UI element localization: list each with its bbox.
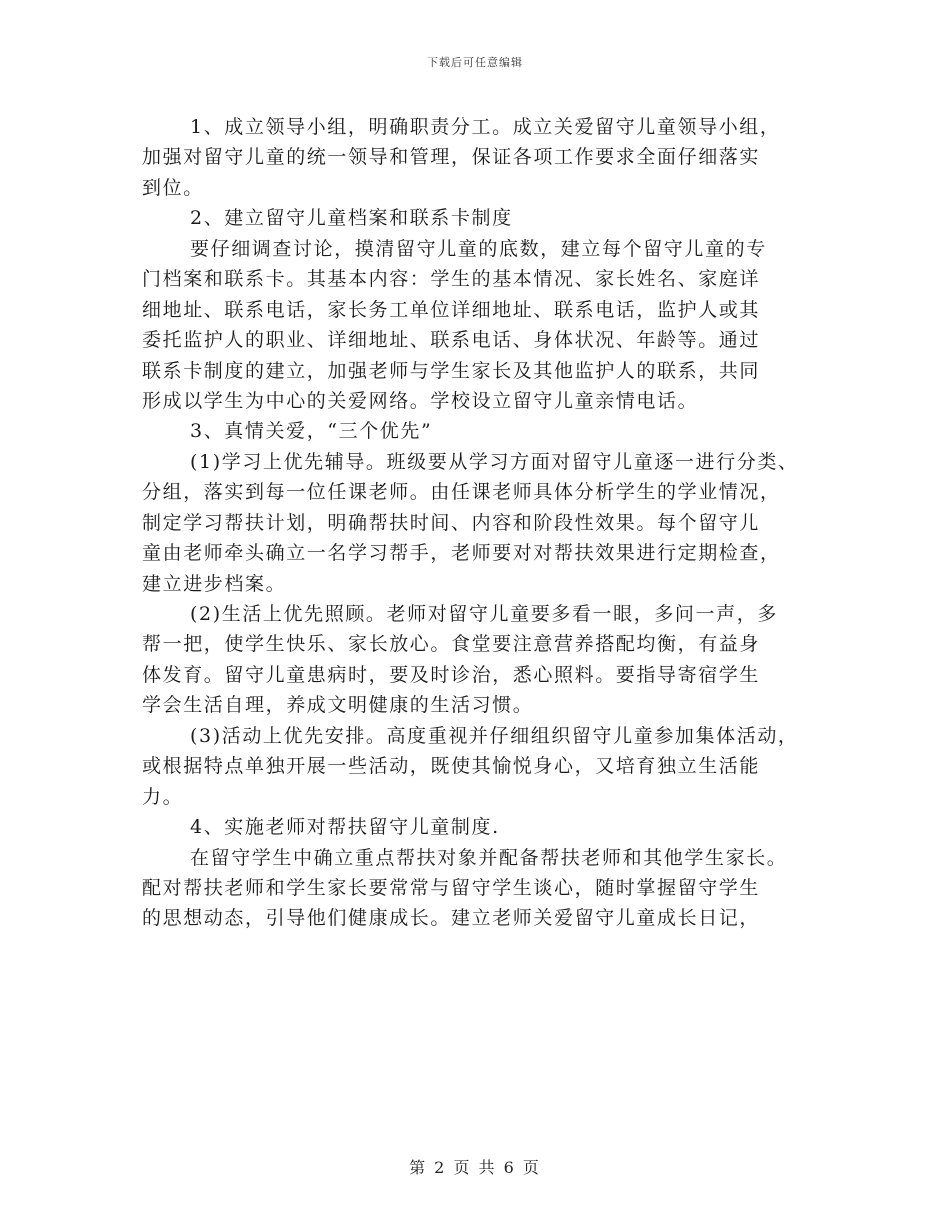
text-line: 到位。: [142, 176, 204, 199]
text-line: 1、成立领导小组，明确职责分工。成立关爱留守儿童领导小组，: [190, 116, 781, 138]
text-line: 形成以学生为中心的关爱网络。学校设立留守儿童亲情电话。: [142, 389, 699, 412]
text-line: 2、建立留守儿童档案和联系卡制度: [190, 207, 513, 230]
text-line: (2)生活上优先照顾。老师对留守儿童要多看一眼，多问一声，多: [190, 603, 778, 625]
text-line: 建立进步档案。: [142, 572, 287, 595]
text-line: 力。: [142, 785, 184, 808]
text-line: 4、实施老师对帮扶留守儿童制度.: [190, 816, 500, 839]
text-line: (3)活动上优先安排。高度重视并仔细组织留守儿童参加集体活动，: [190, 724, 799, 747]
text-line: 体发育。留守儿童患病时，要及时诊治，悉心照料。要指导寄宿学生: [142, 663, 761, 686]
text-line: 学会生活自理，养成文明健康的生活习惯。: [142, 694, 534, 717]
text-line: 3、真情关爱，“三个优先”: [190, 420, 433, 443]
text-line: 联系卡制度的建立，加强老师与学生家长及其他监护人的联系，共同: [142, 359, 761, 382]
text-line: 加强对留守儿童的统一领导和管理，保证各项工作要求全面仔细落实: [142, 146, 761, 169]
text-line: 要仔细调查讨论，摸清留守儿童的底数，建立每个留守儿童的专: [190, 237, 767, 260]
text-line: 门档案和联系卡。其基本内容：学生的基本情况、家长姓名、家庭详: [142, 268, 761, 291]
page-header: 下载后可任意编辑: [427, 56, 523, 69]
text-line: 童由老师牵头确立一名学习帮手，老师要对对帮扶效果进行定期检查，: [142, 542, 781, 565]
text-line: 在留守学生中确立重点帮扶对象并配备帮扶老师和其他学生家长。: [190, 846, 788, 869]
text-line: 细地址、联系电话，家长务工单位详细地址、联系电话，监护人或其: [142, 298, 761, 321]
text-line: 的思想动态，引导他们健康成长。建立老师关爱留守儿童成长日记，: [142, 907, 761, 930]
text-line: 帮一把，使学生快乐、家长放心。食堂要注意营养搭配均衡，有益身: [142, 633, 761, 656]
text-line: 分组，落实到每一位任课老师。由任课老师具体分析学生的学业情况，: [142, 481, 781, 504]
text-line: (1)学习上优先辅导。班级要从学习方面对留守儿童逐一进行分类、: [190, 450, 799, 473]
text-line: 或根据特点单独开展一些活动，既使其愉悦身心，又培育独立生活能: [142, 755, 761, 778]
page-number-footer: 第 2 页 共 6 页: [409, 1158, 541, 1177]
text-line: 配对帮扶老师和学生家长要常常与留守学生谈心，随时掌握留守学生: [142, 876, 761, 899]
text-line: 委托监护人的职业、详细地址、联系电话、身体状况、年龄等。通过: [142, 329, 761, 352]
document-body: [142, 112, 832, 934]
text-line: 制定学习帮扶计划，明确帮扶时间、内容和阶段性效果。每个留守儿: [142, 511, 761, 534]
